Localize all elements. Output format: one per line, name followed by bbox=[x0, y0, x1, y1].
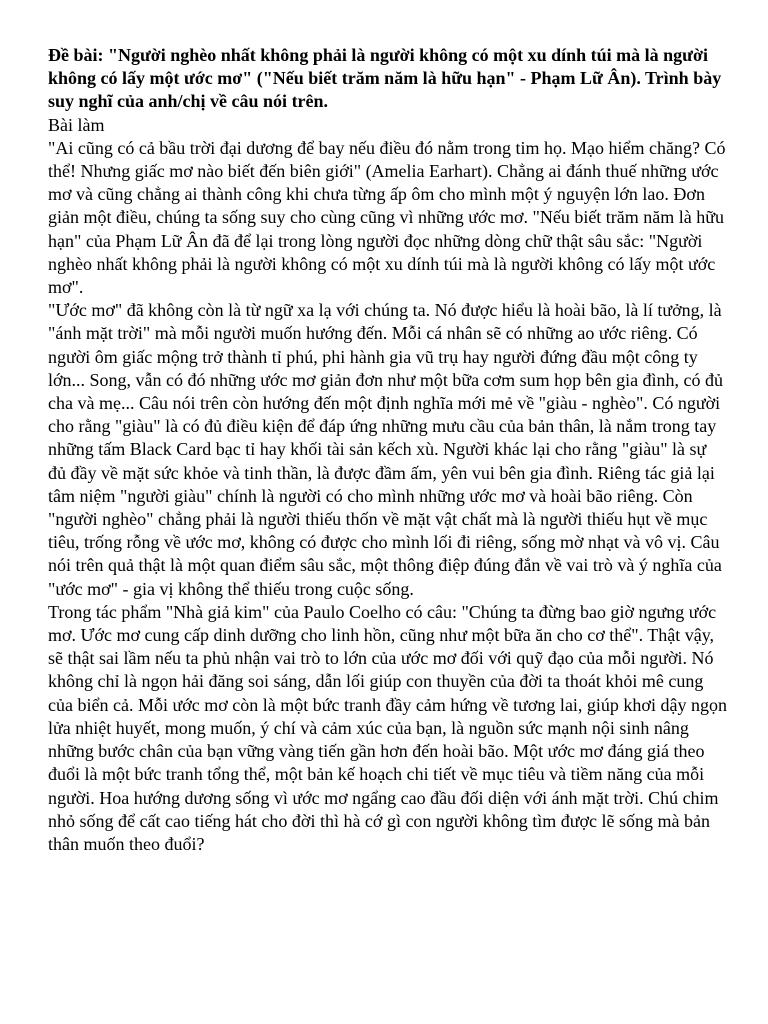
essay-prompt-title: Đề bài: "Người nghèo nhất không phải là người không có một xu dính túi mà là người không có lấy một ước mơ" ("Nếu biết trăm năm là hữu hạn" - Phạm Lữ Ân). Trình bày suy nghĩ của anh/chị về câu nói trên. bbox=[48, 45, 722, 112]
paragraph-intro: "Ai cũng có cả bầu trời đại dương để bay nếu điều đó nằm trong tim họ. Mạo hiểm chăng? Có thể! Nhưng giấc mơ nào biết đến biên giới" (Amelia Earhart). Chẳng ai đánh thuế những ước mơ và cũng chẳng ai thành công khi chưa từng ấp ôm cho mình một ý nguyện lớn lao. Đơn giản một điều, chúng ta sống suy cho cùng cũng vì những ước mơ. "Nếu biết trăm năm là hữu hạn" của Phạm Lữ Ân đã để lại trong lòng người đọc những dòng chữ thật sâu sắc: "Người nghèo nhất không phải là người không có một xu dính túi mà là người không có lấy một ước mơ". bbox=[48, 137, 726, 298]
paragraph-explanation: "Ước mơ" đã không còn là từ ngữ xa lạ với chúng ta. Nó được hiểu là hoài bão, là lí tưởng, là "ánh mặt trời" mà mỗi người muốn hướng đến. Mỗi cá nhân sẽ có những ao ước riêng. Có người ôm giấc mộng trở thành tỉ phú, phi hành gia vũ trụ hay người đứng đầu một công ty lớn... Song, vẫn có đó những ước mơ giản đơn như một bữa cơm sum họp bên gia đình, có đủ cha và mẹ... Câu nói trên còn hướng đến một định nghĩa mới mẻ về "giàu - nghèo". Có người cho rằng "giàu" là có đủ điều kiện để đáp ứng những mưu cầu của bản thân, là nắm trong tay những tấm Black Card bạc tỉ hay khối tài sản kếch xù. Người khác lại cho rằng "giàu" là sự đủ đầy về mặt sức khỏe và tinh thần, là được đầm ấm, yên vui bên gia đình. Riêng tác giả lại tâm niệm "người giàu" chính là người có cho mình những ước mơ và hoài bão riêng. Còn "người nghèo" chẳng phải là người thiếu thốn về mặt vật chất mà là người thiếu hụt về mục tiêu, trống rỗng về ước mơ, không có được cho mình lối đi riêng, sống mờ nhạt và vô vị. Câu nói trên quả thật là một quan điểm sâu sắc, một thông điệp đúng đắn về vai trò và ý nghĩa của "ước mơ" - gia vị không thể thiếu trong cuộc sống. bbox=[48, 300, 724, 599]
section-label: Bài làm bbox=[48, 114, 105, 135]
paragraph-argument: Trong tác phẩm "Nhà giả kim" của Paulo Coelho có câu: "Chúng ta đừng bao giờ ngưng ước mơ. Ước mơ cung cấp dinh dưỡng cho linh hồn, cũng như một bữa ăn cho cơ thể". Thật vậy, sẽ thật sai lầm nếu ta phủ nhận vai trò to lớn của ước mơ đối với quỹ đạo của mỗi người. Nó không chỉ là ngọn hải đăng soi sáng, dẫn lối giúp con thuyền của đời ta thoát khỏi mê cung của biển cả. Mỗi ước mơ còn là một bức tranh đầy cảm hứng về tương lai, giúp khơi dậy ngọn lửa nhiệt huyết, mong muốn, ý chí và cảm xúc của bạn, là nguồn sức mạnh nội sinh nâng những bước chân của bạn vững vàng tiến gần hơn đến hoài bão. Một ước mơ đáng giá theo đuổi là một bức tranh tổng thể, một bản kế hoạch chi tiết về mục tiêu và tiềm năng của mỗi người. Hoa hướng dương sống vì ước mơ ngẩng cao đầu đối diện với ánh mặt trời. Chú chim nhỏ sống để cất cao tiếng hát cho đời thì hà cớ gì con người không tìm được lẽ sống mà bản thân muốn theo đuổi? bbox=[48, 601, 727, 854]
